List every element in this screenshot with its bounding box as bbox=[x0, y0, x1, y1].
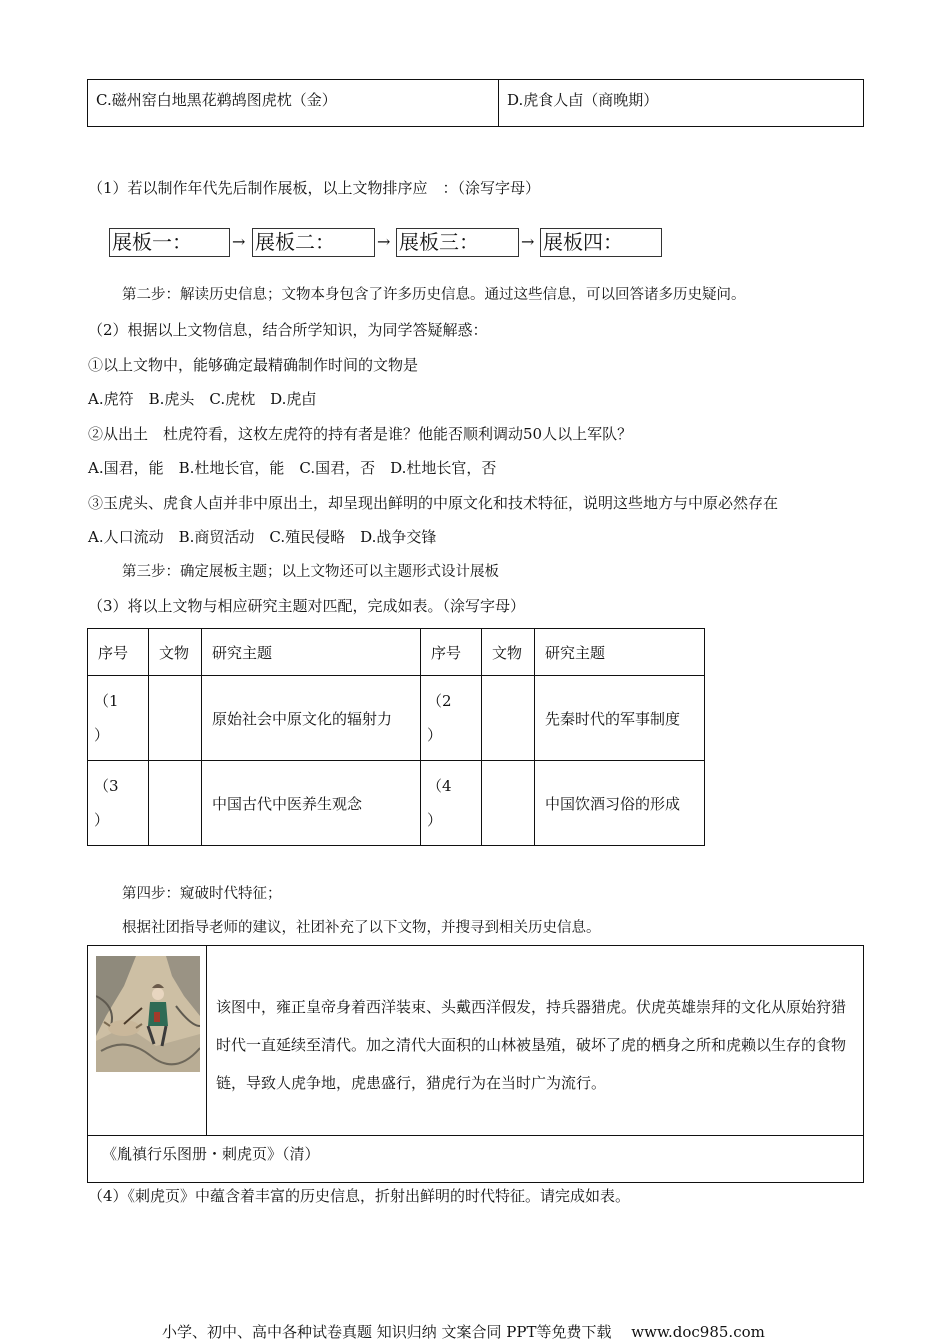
question-4: （4）《刺虎页》中蕴含着丰富的历史信息，折射出鲜明的时代特征。请完成如表。 bbox=[88, 1187, 631, 1205]
step-2: 第二步：解读历史信息；文物本身包含了许多历史信息。通过这些信息，可以回答诸多历史疑问。 bbox=[122, 287, 746, 303]
board-4[interactable]: 展板四： bbox=[540, 228, 662, 257]
question-2-3-options: A.人口流动 B.商贸活动 C.殖民侵略 D.战争交锋 bbox=[88, 528, 437, 546]
row-number-1: （1 ） bbox=[88, 676, 149, 761]
theme-cell-2: 先秦时代的军事制度 bbox=[535, 676, 705, 761]
painting-image bbox=[96, 956, 200, 1072]
answer-cell-3[interactable] bbox=[149, 761, 202, 846]
box-horizontal-divider bbox=[88, 1135, 863, 1136]
question-3: （3）将以上文物与相应研究主题对匹配，完成如表。（涂写字母） bbox=[88, 597, 526, 615]
header-artifact-2: 文物 bbox=[482, 629, 535, 676]
theme-cell-1: 原始社会中原文化的辐射力 bbox=[202, 676, 421, 761]
header-theme-2: 研究主题 bbox=[535, 629, 705, 676]
arrow-2: → bbox=[377, 232, 391, 251]
question-2: （2）根据以上文物信息，结合所学知识，为同学答疑解惑： bbox=[88, 321, 488, 339]
option-d-cell: D.虎食人卣（商晚期） bbox=[507, 91, 659, 109]
box-vertical-divider bbox=[206, 946, 207, 1135]
table-row bbox=[88, 676, 705, 761]
question-2-2: ②从出土 杜虎符看，这枚左虎符的持有者是谁？他能否顺利调动50人以上军队？ bbox=[88, 425, 633, 443]
table-row bbox=[88, 761, 705, 846]
question-1: （1）若以制作年代先后制作展板，以上文物排序应 ：（涂写字母） bbox=[88, 179, 541, 197]
table-header-row bbox=[88, 629, 705, 676]
question-2-2-options: A.国君，能 B.杜地长官，能 C.国君，否 D.杜地长官，否 bbox=[88, 459, 497, 477]
header-artifact-1: 文物 bbox=[149, 629, 202, 676]
step-3: 第三步：确定展板主题；以上文物还可以主题形式设计展板 bbox=[122, 564, 499, 580]
artifact-caption: 《胤禛行乐图册・刺虎页》（清） bbox=[102, 1145, 320, 1163]
header-number-2: 序号 bbox=[421, 629, 482, 676]
artifact-description: 该图中，雍正皇帝身着西洋装束、头戴西洋假发，持兵器猎虎。伏虎英雄崇拜的文化从原始狩猎时代一直延续至清代。加之清代大面积的山林被垦殖，破坏了虎的栖身之所和虎赖以生存的食物链，导致人虎争地，虎患盛行，猎虎行为在当时广为流行。 bbox=[216, 998, 847, 1092]
question-2-3: ③玉虎头、虎食人卣并非中原出土，却呈现出鲜明的中原文化和技术特征，说明这些地方与中原必然存在 bbox=[88, 494, 779, 512]
artifact-info-box bbox=[87, 945, 864, 1183]
question-2-1-options: A.虎符 B.虎头 C.虎枕 D.虎卣 bbox=[88, 390, 317, 408]
answer-cell-4[interactable] bbox=[482, 761, 535, 846]
theme-matching-table bbox=[87, 628, 705, 846]
option-c-cell: C.磁州窑白地黑花鹈鸪图虎枕（金） bbox=[96, 91, 337, 109]
arrow-1: → bbox=[232, 232, 246, 251]
question-2-1: ①以上文物中，能够确定最精确制作时间的文物是 bbox=[88, 356, 419, 374]
step-4-description: 根据社团指导老师的建议，社团补充了以下文物，并搜寻到相关历史信息。 bbox=[122, 920, 601, 936]
theme-cell-3: 中国古代中医养生观念 bbox=[202, 761, 421, 846]
artifact-options-table bbox=[87, 79, 864, 127]
answer-cell-1[interactable] bbox=[149, 676, 202, 761]
step-4: 第四步：窥破时代特征； bbox=[122, 886, 282, 902]
header-theme-1: 研究主题 bbox=[202, 629, 421, 676]
row-number-3: （3 ） bbox=[88, 761, 149, 846]
board-3[interactable]: 展板三： bbox=[396, 228, 519, 257]
board-2[interactable]: 展板二： bbox=[252, 228, 375, 257]
answer-cell-2[interactable] bbox=[482, 676, 535, 761]
arrow-3: → bbox=[521, 232, 535, 251]
page-footer: 小学、初中、高中各种试卷真题 知识归纳 文案合同 PPT等免费下载 www.doc985.com bbox=[162, 1323, 765, 1341]
board-1[interactable]: 展板一： bbox=[109, 228, 230, 257]
theme-cell-4: 中国饮酒习俗的形成 bbox=[535, 761, 705, 846]
row-number-2: （2 ） bbox=[421, 676, 482, 761]
header-number-1: 序号 bbox=[88, 629, 149, 676]
row-number-4: （4 ） bbox=[421, 761, 482, 846]
